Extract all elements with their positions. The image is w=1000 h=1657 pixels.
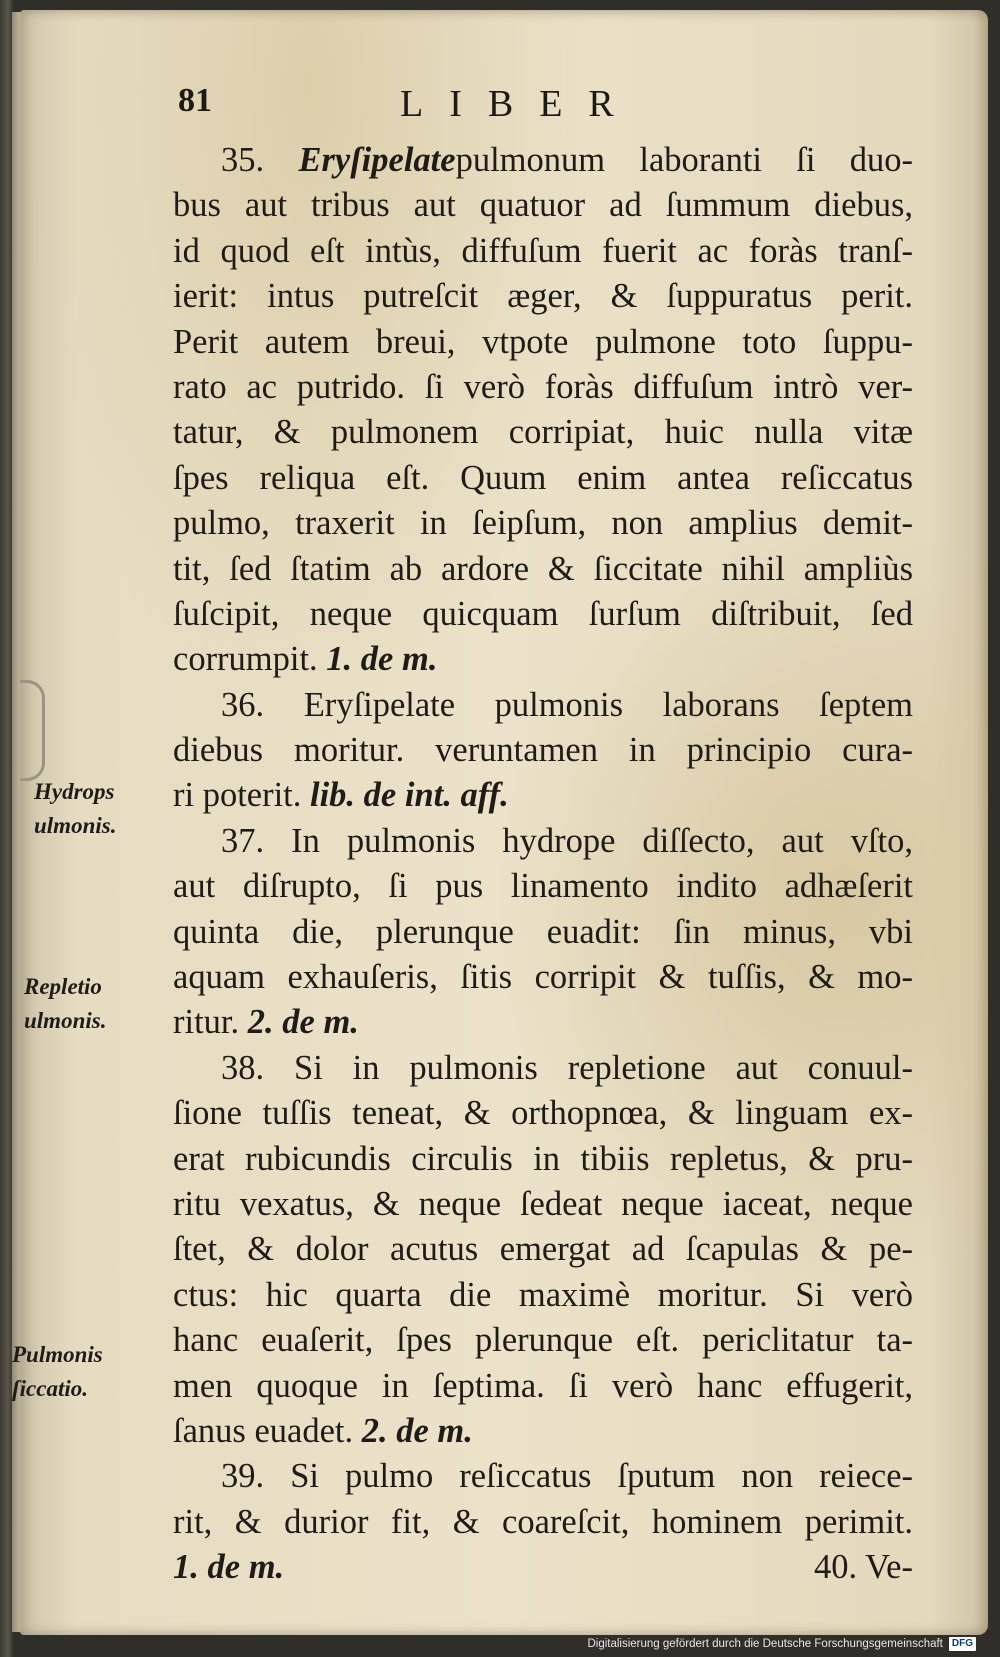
text-run: 38. Si in pulmonis repletione aut conuul-	[221, 1048, 913, 1087]
credit-text: Digitalisierung gefördert durch die Deutsche Forschungsgemeinschaft	[587, 1638, 943, 1650]
text-run: ctus: hic quarta die maximè moritur. Si verò	[173, 1275, 913, 1314]
text-line	[173, 1273, 913, 1318]
last-line	[173, 1545, 913, 1590]
text-line	[173, 1091, 913, 1136]
text-line	[173, 864, 913, 909]
dfg-logo: DFG	[949, 1637, 976, 1651]
text-run: men quoque in ſeptima. ſi verò hanc effugerit,	[173, 1366, 913, 1405]
text-line	[173, 592, 913, 637]
text-line	[173, 1046, 913, 1091]
text-line	[173, 410, 913, 455]
text-line	[173, 138, 913, 183]
text-run: ri poterit.	[173, 776, 311, 815]
text-line	[173, 547, 913, 592]
digitization-credit	[587, 1637, 976, 1651]
citation: 1. de m.	[173, 1548, 285, 1587]
margin-note-repletio: Repletio ulmonis.	[24, 974, 107, 1033]
text-line	[173, 183, 913, 228]
text-line	[173, 274, 913, 319]
text-run: ſione tuſſis teneat, & orthopnœa, & linguam ex-	[173, 1094, 913, 1133]
text-line	[173, 728, 913, 773]
text-line	[173, 1227, 913, 1272]
text-run: tit, ſed ſtatim ab ardore & ſiccitate nihil ampliùs	[173, 549, 913, 588]
text-run: bus aut tribus aut quatuor ad ſummum diebus,	[173, 186, 913, 225]
text-line	[173, 1454, 913, 1499]
text-line	[173, 683, 913, 728]
citation: 2. de m.	[361, 1411, 473, 1450]
running-head: LIBER	[400, 83, 640, 125]
catchword: 40. Ve-	[813, 1548, 913, 1587]
text-line	[173, 1318, 913, 1363]
text-line	[173, 1182, 913, 1227]
text-run: diebus moritur. veruntamen in principio cura-	[173, 731, 913, 770]
text-run: 35.	[221, 141, 299, 179]
text-run: quinta die, plerunque euadit: ſin minus, vbi	[173, 912, 913, 951]
text-run: rit, & durior fit, & coareſcit, hominem perimit.	[173, 1502, 913, 1541]
citation: Eryſipelate	[298, 141, 456, 179]
text-run: ſanus euadet.	[173, 1411, 362, 1450]
text-run: Perit autem breui, vtpote pulmone toto ſuppu-	[173, 322, 913, 361]
text-run: rato ac putrido. ſi verò foràs diffuſum intrò ver-	[173, 367, 913, 406]
text-line	[173, 229, 913, 274]
text-line	[173, 501, 913, 546]
text-line	[173, 1364, 913, 1409]
text-run: ſuſcipit, neque quicquam ſurſum diſtribuit, ſed	[173, 594, 913, 633]
book-page	[12, 10, 988, 1635]
text-line	[173, 1500, 913, 1545]
page-tab-marker	[20, 680, 45, 781]
page-header	[170, 82, 950, 132]
text-run: aut diſrupto, ſi pus linamento indito adhæſerit	[173, 867, 913, 906]
text-line	[173, 320, 913, 365]
text-line	[173, 910, 913, 955]
text-line	[173, 365, 913, 410]
text-line	[173, 1000, 913, 1045]
text-line	[173, 819, 913, 864]
text-line	[173, 456, 913, 501]
text-run: 37. In pulmonis hydrope diſſecto, aut vſto,	[221, 821, 913, 860]
text-run: ierit: intus putreſcit æger, & ſuppuratus perit.	[173, 277, 913, 316]
text-line	[173, 1137, 913, 1182]
text-run: pulmo, traxerit in ſeipſum, non amplius demit-	[173, 504, 913, 543]
margin-note-siccatio: Pulmonis ſiccatio.	[12, 1342, 103, 1401]
text-run: ſtet, & dolor acutus emergat ad ſcapulas & pe-	[173, 1230, 913, 1269]
folio-number: 81	[178, 82, 212, 119]
text-line	[173, 773, 913, 818]
text-line	[173, 637, 913, 682]
text-run: erat rubicundis circulis in tibiis repletus, & pru-	[173, 1139, 913, 1178]
text-run: id quod eſt intùs, diffuſum fuerit ac foràs tranſ-	[173, 231, 913, 270]
text-line	[173, 1409, 913, 1454]
citation: 2. de m.	[247, 1003, 359, 1042]
citation: 1. de m.	[326, 640, 438, 679]
text-run: aquam exhauſeris, ſitis corripit & tuſſis, & mo-	[173, 958, 913, 997]
margin-note-hydrops: Hydrops ulmonis.	[34, 779, 117, 838]
text-run: ritu vexatus, & neque ſedeat neque iaceat, neque	[173, 1184, 913, 1223]
text-run: 36. Eryſipelate pulmonis laborans ſeptem	[221, 685, 913, 724]
text-run: ſpes reliqua eſt. Quum enim antea reſiccatus	[173, 458, 913, 497]
text-run: tatur, & pulmonem corripiat, huic nulla vitæ	[173, 413, 913, 452]
text-run: ritur.	[173, 1003, 248, 1042]
citation: lib. de int. aff.	[310, 776, 509, 815]
text-run: corrumpit.	[173, 640, 327, 679]
text-line	[173, 955, 913, 1000]
text-run: 39. Si pulmo reſiccatus ſputum non reiece-	[221, 1457, 913, 1496]
text-run: pulmonum laboranti ſi duo-	[455, 141, 913, 179]
text-run: hanc euaſerit, ſpes plerunque eſt. periclitatur ta-	[173, 1321, 913, 1360]
body-text	[173, 138, 913, 1591]
